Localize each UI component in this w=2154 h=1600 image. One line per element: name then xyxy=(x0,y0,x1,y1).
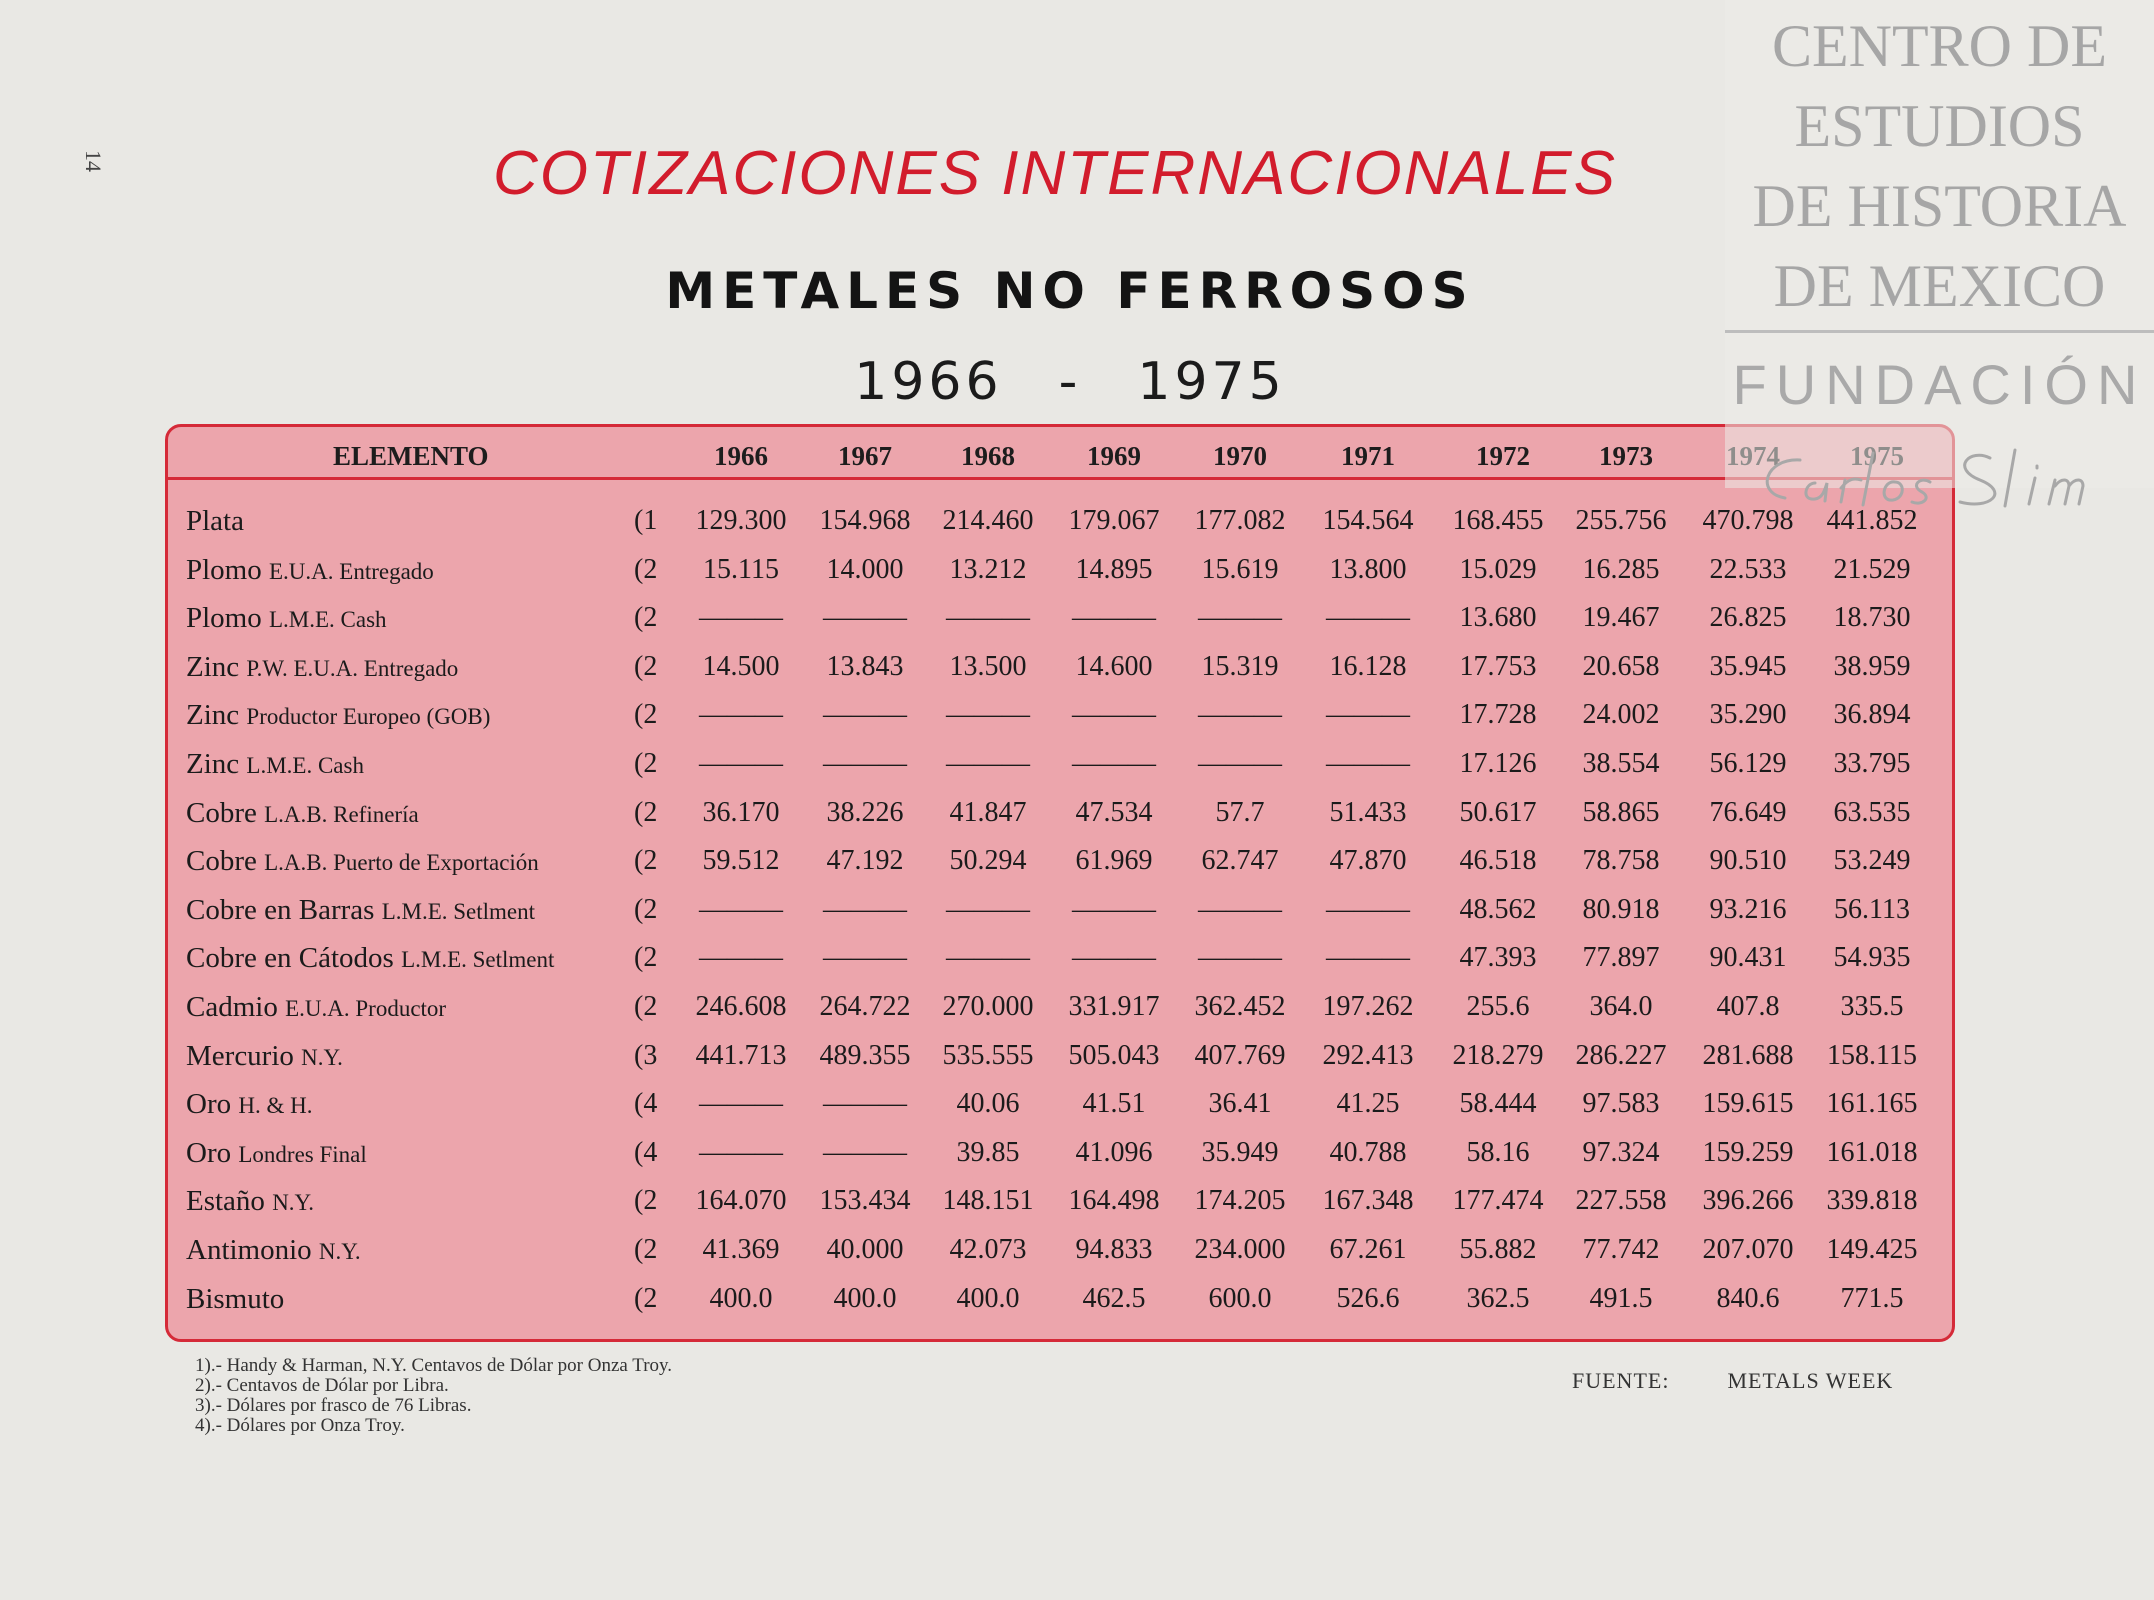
header-year: 1969 xyxy=(1087,441,1141,471)
footnotes xyxy=(195,1356,672,1436)
table-cell: 470.798 xyxy=(1702,505,1794,536)
table-cell: 331.917 xyxy=(1068,991,1160,1022)
row-element-name xyxy=(186,1283,284,1316)
element-name: Oro xyxy=(186,1136,232,1169)
table-cell: 214.460 xyxy=(942,505,1034,536)
table-cell: 50.294 xyxy=(949,845,1027,877)
table-cell: 164.070 xyxy=(695,1185,787,1217)
table-cell: ——— xyxy=(823,748,907,779)
table-cell: 154.564 xyxy=(1322,505,1414,536)
table-row xyxy=(168,651,1952,700)
table-cell: 441.713 xyxy=(695,1039,787,1071)
element-detail: L.A.B. Puerto de Exportación xyxy=(264,850,539,876)
table-cell: 18.730 xyxy=(1833,602,1911,634)
table-cell: ——— xyxy=(823,1136,907,1168)
table-cell: 59.512 xyxy=(702,845,780,877)
header-element: ELEMENTO xyxy=(333,441,489,471)
table-cell: 159.259 xyxy=(1702,1136,1794,1168)
table-cell: 154.968 xyxy=(819,505,911,536)
table-cell: ——— xyxy=(699,942,783,974)
table-cell: 234.000 xyxy=(1194,1234,1286,1265)
table-cell: 15.029 xyxy=(1459,553,1537,585)
element-name: Plomo xyxy=(186,553,262,586)
table-cell: 840.6 xyxy=(1716,1282,1780,1314)
table-cell: 362.5 xyxy=(1466,1282,1530,1314)
row-element-name xyxy=(186,942,554,975)
table-cell: 13.212 xyxy=(949,553,1027,585)
table-cell: 168.455 xyxy=(1452,505,1544,536)
table-cell: ——— xyxy=(1072,942,1156,974)
row-element-name xyxy=(186,1088,312,1121)
table-cell: 13.500 xyxy=(949,650,1027,682)
table-cell: 42.073 xyxy=(949,1234,1027,1265)
table-cell: 14.600 xyxy=(1075,650,1153,682)
table-cell: ——— xyxy=(1072,748,1156,779)
element-detail: L.M.E. Setlment xyxy=(381,898,536,924)
element-detail: L.A.B. Refinería xyxy=(264,801,419,827)
row-note-ref: (2 xyxy=(634,796,658,828)
table-cell: 39.85 xyxy=(956,1136,1020,1168)
quotes-table xyxy=(165,424,1955,1342)
table-cell: 255.6 xyxy=(1466,991,1530,1022)
row-element-name xyxy=(186,1040,343,1073)
row-note-ref: (2 xyxy=(634,942,658,974)
table-cell: 16.128 xyxy=(1329,650,1407,682)
row-element-name xyxy=(186,991,446,1024)
table-cell: 20.658 xyxy=(1582,650,1660,682)
element-name: Zinc xyxy=(186,650,240,683)
table-cell: 246.608 xyxy=(695,991,787,1022)
footnote: 2).- Centavos de Dólar por Libra. xyxy=(195,1375,449,1396)
table-cell: 149.425 xyxy=(1826,1234,1918,1265)
table-row xyxy=(168,991,1952,1040)
table-row xyxy=(168,602,1952,651)
table-cell: 47.393 xyxy=(1459,942,1537,974)
row-note-ref: (2 xyxy=(634,1185,658,1217)
row-element-name xyxy=(186,554,434,587)
table-cell: 207.070 xyxy=(1702,1234,1794,1265)
table-cell: 526.6 xyxy=(1336,1282,1400,1314)
row-note-ref: (3 xyxy=(634,1039,658,1071)
table-row xyxy=(168,1185,1952,1234)
table-cell: 80.918 xyxy=(1582,893,1660,925)
footnote: 4).- Dólares por Onza Troy. xyxy=(195,1415,405,1436)
row-element-name xyxy=(186,505,244,538)
table-cell: 24.002 xyxy=(1582,699,1660,731)
table-cell: 63.535 xyxy=(1833,796,1911,828)
row-note-ref: (4 xyxy=(634,1136,658,1168)
source-name: METALS WEEK xyxy=(1727,1368,1894,1393)
element-name: Cadmio xyxy=(186,991,278,1023)
table-cell: 47.192 xyxy=(826,845,904,877)
table-cell: 35.949 xyxy=(1201,1136,1279,1168)
element-detail: H. & H. xyxy=(238,1093,313,1119)
table-row xyxy=(168,699,1952,748)
element-detail: N.Y. xyxy=(301,1044,343,1070)
row-element-name xyxy=(186,1234,361,1267)
table-cell: 36.41 xyxy=(1208,1088,1272,1120)
table-cell: 17.753 xyxy=(1459,650,1537,682)
row-element-name xyxy=(186,1185,314,1218)
table-cell: ——— xyxy=(946,748,1030,779)
row-note-ref: (2 xyxy=(634,893,658,925)
table-cell: 462.5 xyxy=(1082,1282,1146,1314)
table-cell: 227.558 xyxy=(1575,1185,1667,1217)
table-cell: 35.945 xyxy=(1709,650,1787,682)
table-cell: 197.262 xyxy=(1322,991,1414,1022)
table-row xyxy=(168,1234,1952,1283)
table-cell: 57.7 xyxy=(1215,796,1265,828)
table-cell: 441.852 xyxy=(1826,505,1918,536)
element-name: Oro xyxy=(186,1088,232,1121)
row-element-name xyxy=(186,845,539,878)
table-cell: 15.319 xyxy=(1201,650,1279,682)
period-separator: - xyxy=(1058,352,1082,412)
table-cell: 97.324 xyxy=(1582,1136,1660,1168)
table-cell: 40.788 xyxy=(1329,1136,1407,1168)
row-element-name xyxy=(186,748,364,781)
element-name: Antimonio xyxy=(186,1234,312,1266)
table-cell: 53.249 xyxy=(1833,845,1911,877)
table-cell: 58.865 xyxy=(1582,796,1660,828)
row-note-ref: (2 xyxy=(634,602,658,634)
table-cell: ——— xyxy=(823,893,907,925)
watermark-line: CENTRO DE xyxy=(1772,13,2107,79)
table-cell: ——— xyxy=(1326,602,1410,634)
archive-watermark xyxy=(1725,0,2154,488)
period-end: 1975 xyxy=(1137,352,1286,412)
table-row xyxy=(168,797,1952,846)
table-cell: ——— xyxy=(1326,748,1410,779)
table-cell: 264.722 xyxy=(819,991,911,1022)
table-cell: 94.833 xyxy=(1075,1234,1153,1265)
element-name: Zinc xyxy=(186,699,240,732)
element-name: Bismuto xyxy=(186,1282,285,1315)
table-cell: 164.498 xyxy=(1068,1185,1160,1217)
table-cell: ——— xyxy=(1198,602,1282,634)
table-cell: 41.51 xyxy=(1082,1088,1146,1120)
element-detail: L.M.E. Setlment xyxy=(401,947,555,973)
page-subtitle: METALES NO FERROSOS xyxy=(665,262,1475,320)
table-cell: 400.0 xyxy=(709,1282,773,1314)
table-cell: 161.018 xyxy=(1826,1136,1918,1168)
table-cell: 41.369 xyxy=(702,1234,780,1265)
table-cell: 38.554 xyxy=(1582,748,1660,779)
table-cell: 36.894 xyxy=(1833,699,1911,731)
table-cell: 13.680 xyxy=(1459,602,1537,634)
watermark-line: DE MEXICO xyxy=(1773,253,2106,319)
row-note-ref: (4 xyxy=(634,1088,658,1120)
table-cell: 58.16 xyxy=(1466,1136,1530,1168)
table-cell: 14.000 xyxy=(826,553,904,585)
table-cell: 177.082 xyxy=(1194,505,1286,536)
table-cell: ——— xyxy=(699,1136,783,1168)
table-cell: ——— xyxy=(699,893,783,925)
row-note-ref: (2 xyxy=(634,699,658,731)
table-cell: 167.348 xyxy=(1322,1185,1414,1217)
table-cell: ——— xyxy=(1072,699,1156,731)
table-cell: 407.769 xyxy=(1194,1039,1286,1071)
table-cell: 17.728 xyxy=(1459,699,1537,731)
row-element-name xyxy=(186,602,387,635)
table-cell: 38.226 xyxy=(826,796,904,828)
table-cell: 177.474 xyxy=(1452,1185,1544,1217)
table-cell: 61.969 xyxy=(1075,845,1153,877)
table-cell: 47.534 xyxy=(1075,796,1153,828)
header-year: 1968 xyxy=(961,441,1015,471)
element-detail: E.U.A. Entregado xyxy=(269,558,434,584)
table-cell: 38.959 xyxy=(1833,650,1911,682)
period-start: 1966 xyxy=(854,352,1003,412)
table-cell: 174.205 xyxy=(1194,1185,1286,1217)
footnote: 3).- Dólares por frasco de 76 Libras. xyxy=(195,1395,472,1416)
table-cell: 339.818 xyxy=(1826,1185,1918,1217)
row-note-ref: (2 xyxy=(634,553,658,585)
table-row xyxy=(168,845,1952,894)
table-cell: 505.043 xyxy=(1068,1039,1160,1071)
table-cell: ——— xyxy=(823,1088,907,1120)
table-cell: 77.897 xyxy=(1582,942,1660,974)
row-note-ref: (1 xyxy=(634,505,658,536)
table-cell: 362.452 xyxy=(1194,991,1286,1022)
table-row xyxy=(168,1088,1952,1137)
table-cell: 67.261 xyxy=(1329,1234,1407,1265)
table-cell: 97.583 xyxy=(1582,1088,1660,1120)
table-cell: 41.25 xyxy=(1336,1088,1400,1120)
table-cell: 600.0 xyxy=(1208,1282,1272,1314)
table-cell: 255.756 xyxy=(1575,505,1667,536)
table-cell: ——— xyxy=(1072,893,1156,925)
header-year: 1970 xyxy=(1213,441,1267,471)
table-cell: 55.882 xyxy=(1459,1234,1537,1265)
table-cell: 78.758 xyxy=(1582,845,1660,877)
table-cell: 153.434 xyxy=(819,1185,911,1217)
table-cell: ——— xyxy=(699,699,783,731)
element-name: Estaño xyxy=(186,1185,265,1218)
table-cell: ——— xyxy=(699,1088,783,1120)
table-cell: 129.300 xyxy=(695,505,787,536)
table-cell: 400.0 xyxy=(833,1282,897,1314)
table-cell: ——— xyxy=(1198,893,1282,925)
table-cell: 90.510 xyxy=(1709,845,1787,877)
element-detail: P.W. E.U.A. Entregado xyxy=(246,655,459,681)
table-cell: ——— xyxy=(1326,699,1410,731)
element-name: Cobre en Cátodos xyxy=(186,942,394,975)
table-cell: 26.825 xyxy=(1709,602,1787,634)
signature-logo xyxy=(1745,438,2145,528)
table-cell: 47.870 xyxy=(1329,845,1407,877)
table-cell: 56.129 xyxy=(1709,748,1787,779)
element-name: Plata xyxy=(186,505,244,537)
watermark-foundation: FUNDACIÓN xyxy=(1732,353,2147,416)
element-name: Plomo xyxy=(186,602,262,635)
element-detail: L.M.E. Cash xyxy=(246,753,364,778)
table-cell: 41.847 xyxy=(949,796,1027,828)
header-year: 1972 xyxy=(1476,441,1530,471)
table-cell: 158.115 xyxy=(1827,1039,1917,1071)
table-cell: 48.562 xyxy=(1459,893,1537,925)
table-cell: 14.895 xyxy=(1075,553,1153,585)
table-cell: 40.06 xyxy=(956,1088,1020,1120)
table-cell: 14.500 xyxy=(702,650,780,682)
table-cell: ——— xyxy=(1198,942,1282,974)
table-cell: 17.126 xyxy=(1459,748,1537,779)
footnote: 1).- Handy & Harman, N.Y. Centavos de Dólar por Onza Troy. xyxy=(195,1355,673,1376)
element-name: Cobre en Barras xyxy=(186,893,375,926)
table-cell: 51.433 xyxy=(1329,796,1407,828)
row-element-name xyxy=(186,894,535,927)
table-cell: 364.0 xyxy=(1589,991,1653,1022)
table-cell: 54.935 xyxy=(1833,942,1911,974)
table-cell: ——— xyxy=(946,942,1030,974)
table-cell: ——— xyxy=(1072,602,1156,634)
row-note-ref: (2 xyxy=(634,991,658,1022)
element-name: Mercurio xyxy=(186,1039,294,1072)
table-cell: 292.413 xyxy=(1322,1039,1414,1071)
source-label: FUENTE: xyxy=(1572,1368,1670,1393)
row-element-name xyxy=(186,797,419,830)
element-detail: Productor Europeo (GOB) xyxy=(246,704,491,730)
table-cell: ——— xyxy=(823,699,907,731)
table-cell: 22.533 xyxy=(1709,553,1787,585)
table-cell: 21.529 xyxy=(1833,553,1911,585)
table-row xyxy=(168,1137,1952,1186)
table-cell: 491.5 xyxy=(1589,1282,1653,1314)
page-title: COTIZACIONES INTERNACIONALES xyxy=(493,139,1617,208)
table-cell: 13.800 xyxy=(1329,553,1407,585)
table-cell: 90.431 xyxy=(1709,942,1787,974)
table-cell: 15.619 xyxy=(1201,553,1279,585)
table-cell: 161.165 xyxy=(1826,1088,1918,1120)
table-cell: ——— xyxy=(699,602,783,634)
row-note-ref: (2 xyxy=(634,650,658,682)
table-cell: ——— xyxy=(1198,699,1282,731)
table-cell: ——— xyxy=(946,602,1030,634)
table-cell: 335.5 xyxy=(1840,991,1904,1022)
table-cell: 286.227 xyxy=(1575,1039,1667,1071)
row-element-name xyxy=(186,1137,367,1170)
table-cell: 15.115 xyxy=(703,553,779,585)
table-cell: 77.742 xyxy=(1582,1234,1660,1265)
table-cell: 396.266 xyxy=(1702,1185,1794,1217)
element-detail: Londres Final xyxy=(238,1141,367,1167)
table-row xyxy=(168,942,1952,991)
table-cell: ——— xyxy=(946,893,1030,925)
header-year: 1966 xyxy=(714,441,768,471)
table-cell: ——— xyxy=(1326,893,1410,925)
table-cell: 281.688 xyxy=(1702,1039,1794,1071)
table-cell: 46.518 xyxy=(1459,845,1537,877)
table-row xyxy=(168,1040,1952,1089)
element-detail: N.Y. xyxy=(318,1239,361,1264)
table-cell: 270.000 xyxy=(942,991,1034,1022)
table-row xyxy=(168,894,1952,943)
table-cell: 771.5 xyxy=(1840,1282,1904,1314)
table-row xyxy=(168,505,1952,554)
row-note-ref: (2 xyxy=(634,748,658,779)
table-cell: 400.0 xyxy=(956,1282,1020,1314)
table-cell: ——— xyxy=(1326,942,1410,974)
table-cell: ——— xyxy=(699,748,783,779)
row-note-ref: (2 xyxy=(634,1234,658,1265)
source xyxy=(1572,1368,1893,1394)
element-detail: L.M.E. Cash xyxy=(269,607,387,633)
row-note-ref: (2 xyxy=(634,845,658,877)
table-cell: 41.096 xyxy=(1075,1136,1153,1168)
table-row xyxy=(168,748,1952,797)
watermark-line: ESTUDIOS xyxy=(1794,93,2085,159)
table-cell: ——— xyxy=(823,942,907,974)
element-detail: N.Y. xyxy=(272,1190,314,1216)
table-cell: 19.467 xyxy=(1582,602,1660,634)
table-cell: 407.8 xyxy=(1716,991,1780,1022)
table-cell: 535.555 xyxy=(942,1039,1034,1071)
table-cell: 179.067 xyxy=(1068,505,1160,536)
table-header xyxy=(168,427,1952,480)
watermark-line: DE HISTORIA xyxy=(1752,173,2127,239)
table-cell: ——— xyxy=(946,699,1030,731)
table-cell: 159.615 xyxy=(1702,1088,1794,1120)
table-row xyxy=(168,554,1952,603)
table-cell: 33.795 xyxy=(1833,748,1911,779)
table-cell: 58.444 xyxy=(1459,1088,1537,1120)
table-cell: 36.170 xyxy=(702,796,780,828)
page-number: 14 xyxy=(81,150,106,172)
table-cell: 148.151 xyxy=(942,1185,1034,1217)
element-detail: E.U.A. Productor xyxy=(285,996,447,1021)
table-cell: 76.649 xyxy=(1709,796,1787,828)
element-name: Cobre xyxy=(186,796,257,829)
table-cell: 56.113 xyxy=(1834,893,1910,925)
header-year: 1971 xyxy=(1341,441,1395,471)
table-row xyxy=(168,1283,1952,1332)
element-name: Zinc xyxy=(186,748,240,780)
watermark-divider xyxy=(1725,330,2154,333)
element-name: Cobre xyxy=(186,845,257,878)
table-cell: 13.843 xyxy=(826,650,904,682)
table-cell: 218.279 xyxy=(1452,1039,1544,1071)
row-element-name xyxy=(186,699,490,732)
row-element-name xyxy=(186,651,458,684)
table-cell: 489.355 xyxy=(819,1039,911,1071)
table-cell: ——— xyxy=(823,602,907,634)
table-cell: ——— xyxy=(1198,748,1282,779)
row-note-ref: (2 xyxy=(634,1282,658,1314)
header-year: 1967 xyxy=(838,441,892,471)
table-cell: 62.747 xyxy=(1201,845,1279,877)
table-cell: 40.000 xyxy=(826,1234,904,1265)
header-year: 1973 xyxy=(1599,441,1653,471)
table-cell: 93.216 xyxy=(1709,893,1787,925)
table-cell: 50.617 xyxy=(1459,796,1537,828)
table-cell: 35.290 xyxy=(1709,699,1787,731)
table-cell: 16.285 xyxy=(1582,553,1660,585)
